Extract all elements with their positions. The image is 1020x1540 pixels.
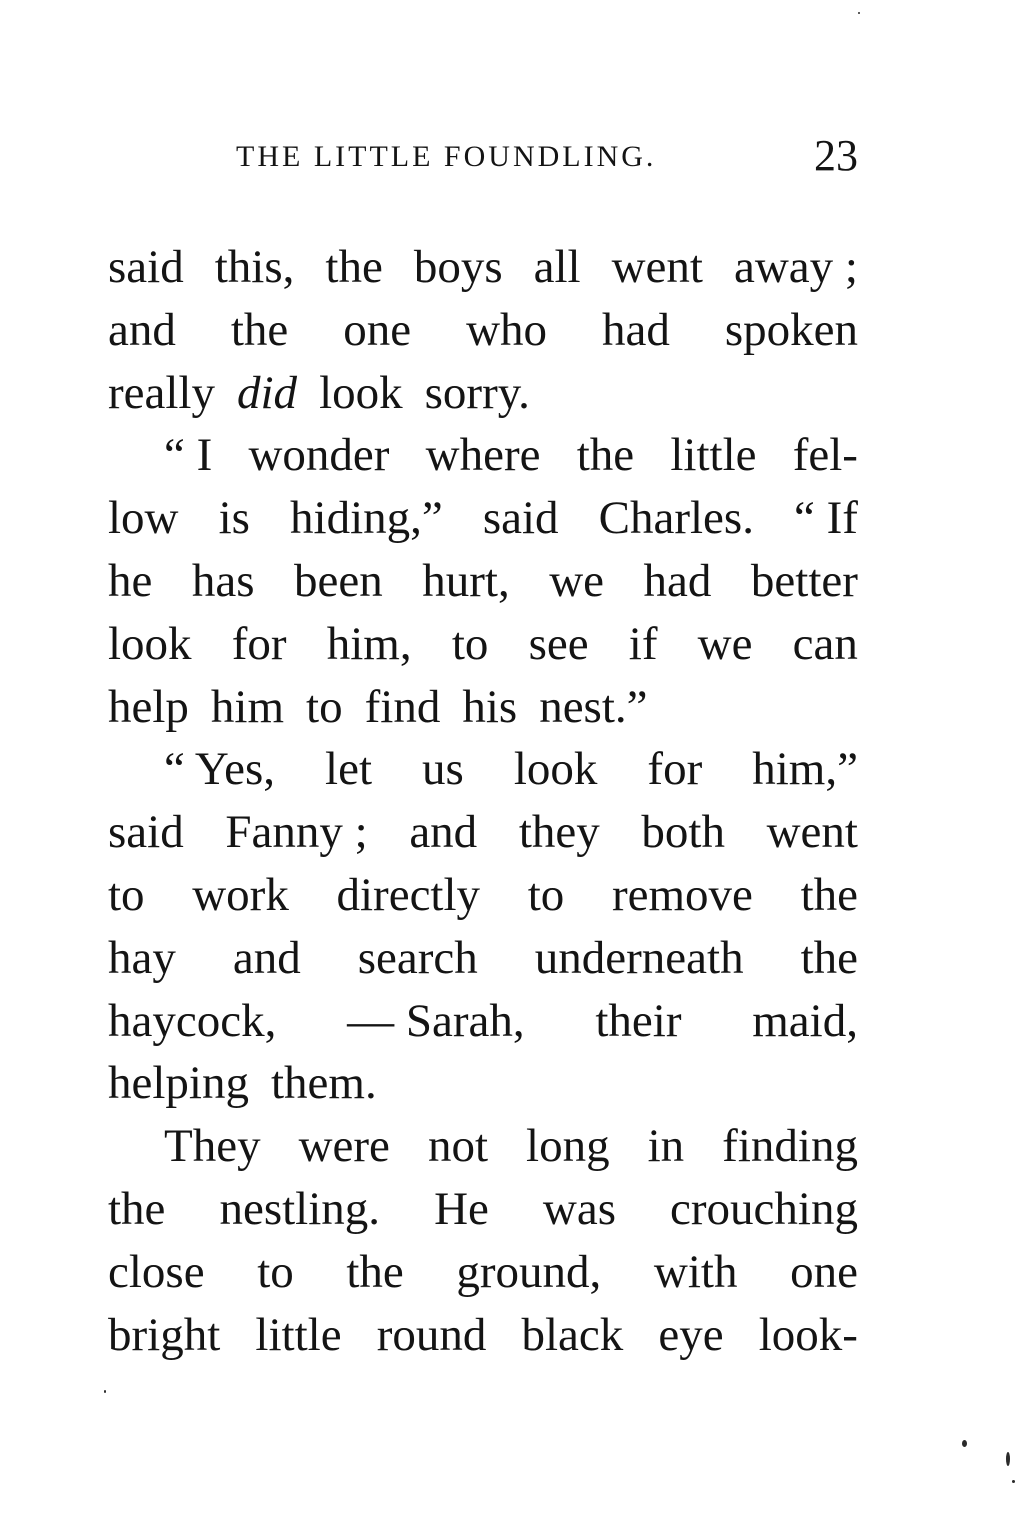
word: round [376,1308,487,1361]
word: the [230,303,289,356]
word: fel- [792,429,858,482]
word [237,362,297,425]
word: — Sarah, [347,994,525,1047]
word: Fanny ; [225,806,368,859]
word: him [210,680,285,733]
page-header [236,128,858,188]
text-line [108,864,858,927]
text-line [108,927,858,990]
word: and [409,806,478,859]
word: can [792,617,858,670]
word: had [643,554,712,607]
word: nest.” [539,680,648,733]
word: this, [214,241,295,293]
word: look [319,366,403,419]
word: the [108,1182,166,1235]
word: black [521,1308,624,1361]
text-line [108,801,858,864]
word: not [427,1120,488,1173]
word: let [325,743,373,796]
word: went [766,806,858,859]
word: work [192,868,289,921]
word: underneath [534,931,744,984]
text-line [108,676,858,739]
word: to [451,617,489,670]
text-line [108,1178,858,1241]
word: hay [108,931,176,984]
word: the [576,429,635,482]
word: maid, [752,994,858,1047]
word: ground, [456,1245,602,1298]
word: haycock, [108,994,277,1047]
word: They [164,1120,261,1173]
word: been [294,554,383,607]
word: finding [722,1120,858,1173]
word: look- [758,1308,858,1361]
word: close [108,1245,205,1298]
word: is [218,492,250,545]
text-line [108,550,858,613]
word: remove [611,868,753,921]
word: said [108,241,184,293]
word: spoken [724,303,858,356]
word: look [513,743,598,796]
word: said [482,492,559,545]
text-line [108,487,858,550]
text-line [108,1241,858,1304]
print-speck [104,1390,106,1393]
word: crouching [670,1182,858,1235]
word: him, [326,617,412,670]
text-line [108,299,858,362]
text-line [108,613,858,676]
word: little [670,429,757,482]
word: “ Yes, [164,743,276,796]
word: away ; [733,241,858,293]
word: has [191,554,255,607]
word: the [800,931,858,984]
word: had [602,303,670,356]
page-number: 23 [814,131,858,180]
word: eye [658,1308,724,1361]
word: low [108,492,179,545]
word: help [108,680,189,733]
word: where [425,429,541,482]
word: hurt, [422,554,510,607]
word: to [108,868,145,921]
word: in [647,1120,685,1173]
word: “ I [164,429,213,482]
word: one [790,1245,858,1298]
word: hiding,” [290,492,443,545]
text-line [108,362,858,425]
word: for [647,743,703,796]
word: both [641,806,725,859]
word: better [750,554,858,607]
word: boys [413,241,503,293]
print-speck [858,12,860,14]
word: us [422,743,464,796]
text-line [108,236,858,299]
word: one [343,303,412,356]
word: we [549,554,605,607]
word: search [357,931,478,984]
word: Charles. [598,492,754,545]
word: said [108,806,184,859]
word: really [108,366,215,419]
word: if [628,617,658,670]
text-line [108,738,858,801]
word: long [526,1120,610,1173]
word: the [800,868,858,921]
text-line [108,1304,858,1367]
word: look [108,617,192,670]
word: who [466,303,548,356]
word: and [108,303,176,356]
word: him,” [752,743,858,796]
word: to [306,680,343,733]
word: helping [108,1057,249,1110]
print-speck [962,1440,967,1447]
print-speck [1012,1480,1015,1483]
word: and [232,931,301,984]
word: the [346,1245,404,1298]
word: see [528,617,589,670]
word: “ If [794,492,858,545]
word: for [231,617,287,670]
word: bright [108,1308,221,1361]
word: the [325,241,383,293]
word: was [542,1182,616,1235]
word: went [611,241,703,293]
word: all [533,241,581,293]
word: to [257,1245,294,1298]
word: wonder [248,429,390,482]
word: them. [270,1057,377,1110]
word: with [653,1245,738,1298]
print-speck [1006,1452,1010,1466]
word: to [527,868,565,921]
word: little [255,1308,342,1361]
text-line [108,424,858,487]
word: he [108,554,153,607]
word: find [364,680,441,733]
word: were [298,1120,390,1173]
word: sorry. [424,366,530,419]
text-line [108,990,858,1053]
word: He [434,1182,489,1235]
italic-word: did [237,366,298,419]
word: his [462,680,518,733]
running-title: THE LITTLE FOUNDLING. [236,140,657,173]
text-line [108,1115,858,1178]
word: they [518,806,600,859]
body-text [108,236,858,1366]
text-line [108,1052,858,1115]
word: nestling. [219,1182,381,1235]
word: directly [336,868,481,921]
word: we [697,617,753,670]
word: their [595,994,682,1047]
